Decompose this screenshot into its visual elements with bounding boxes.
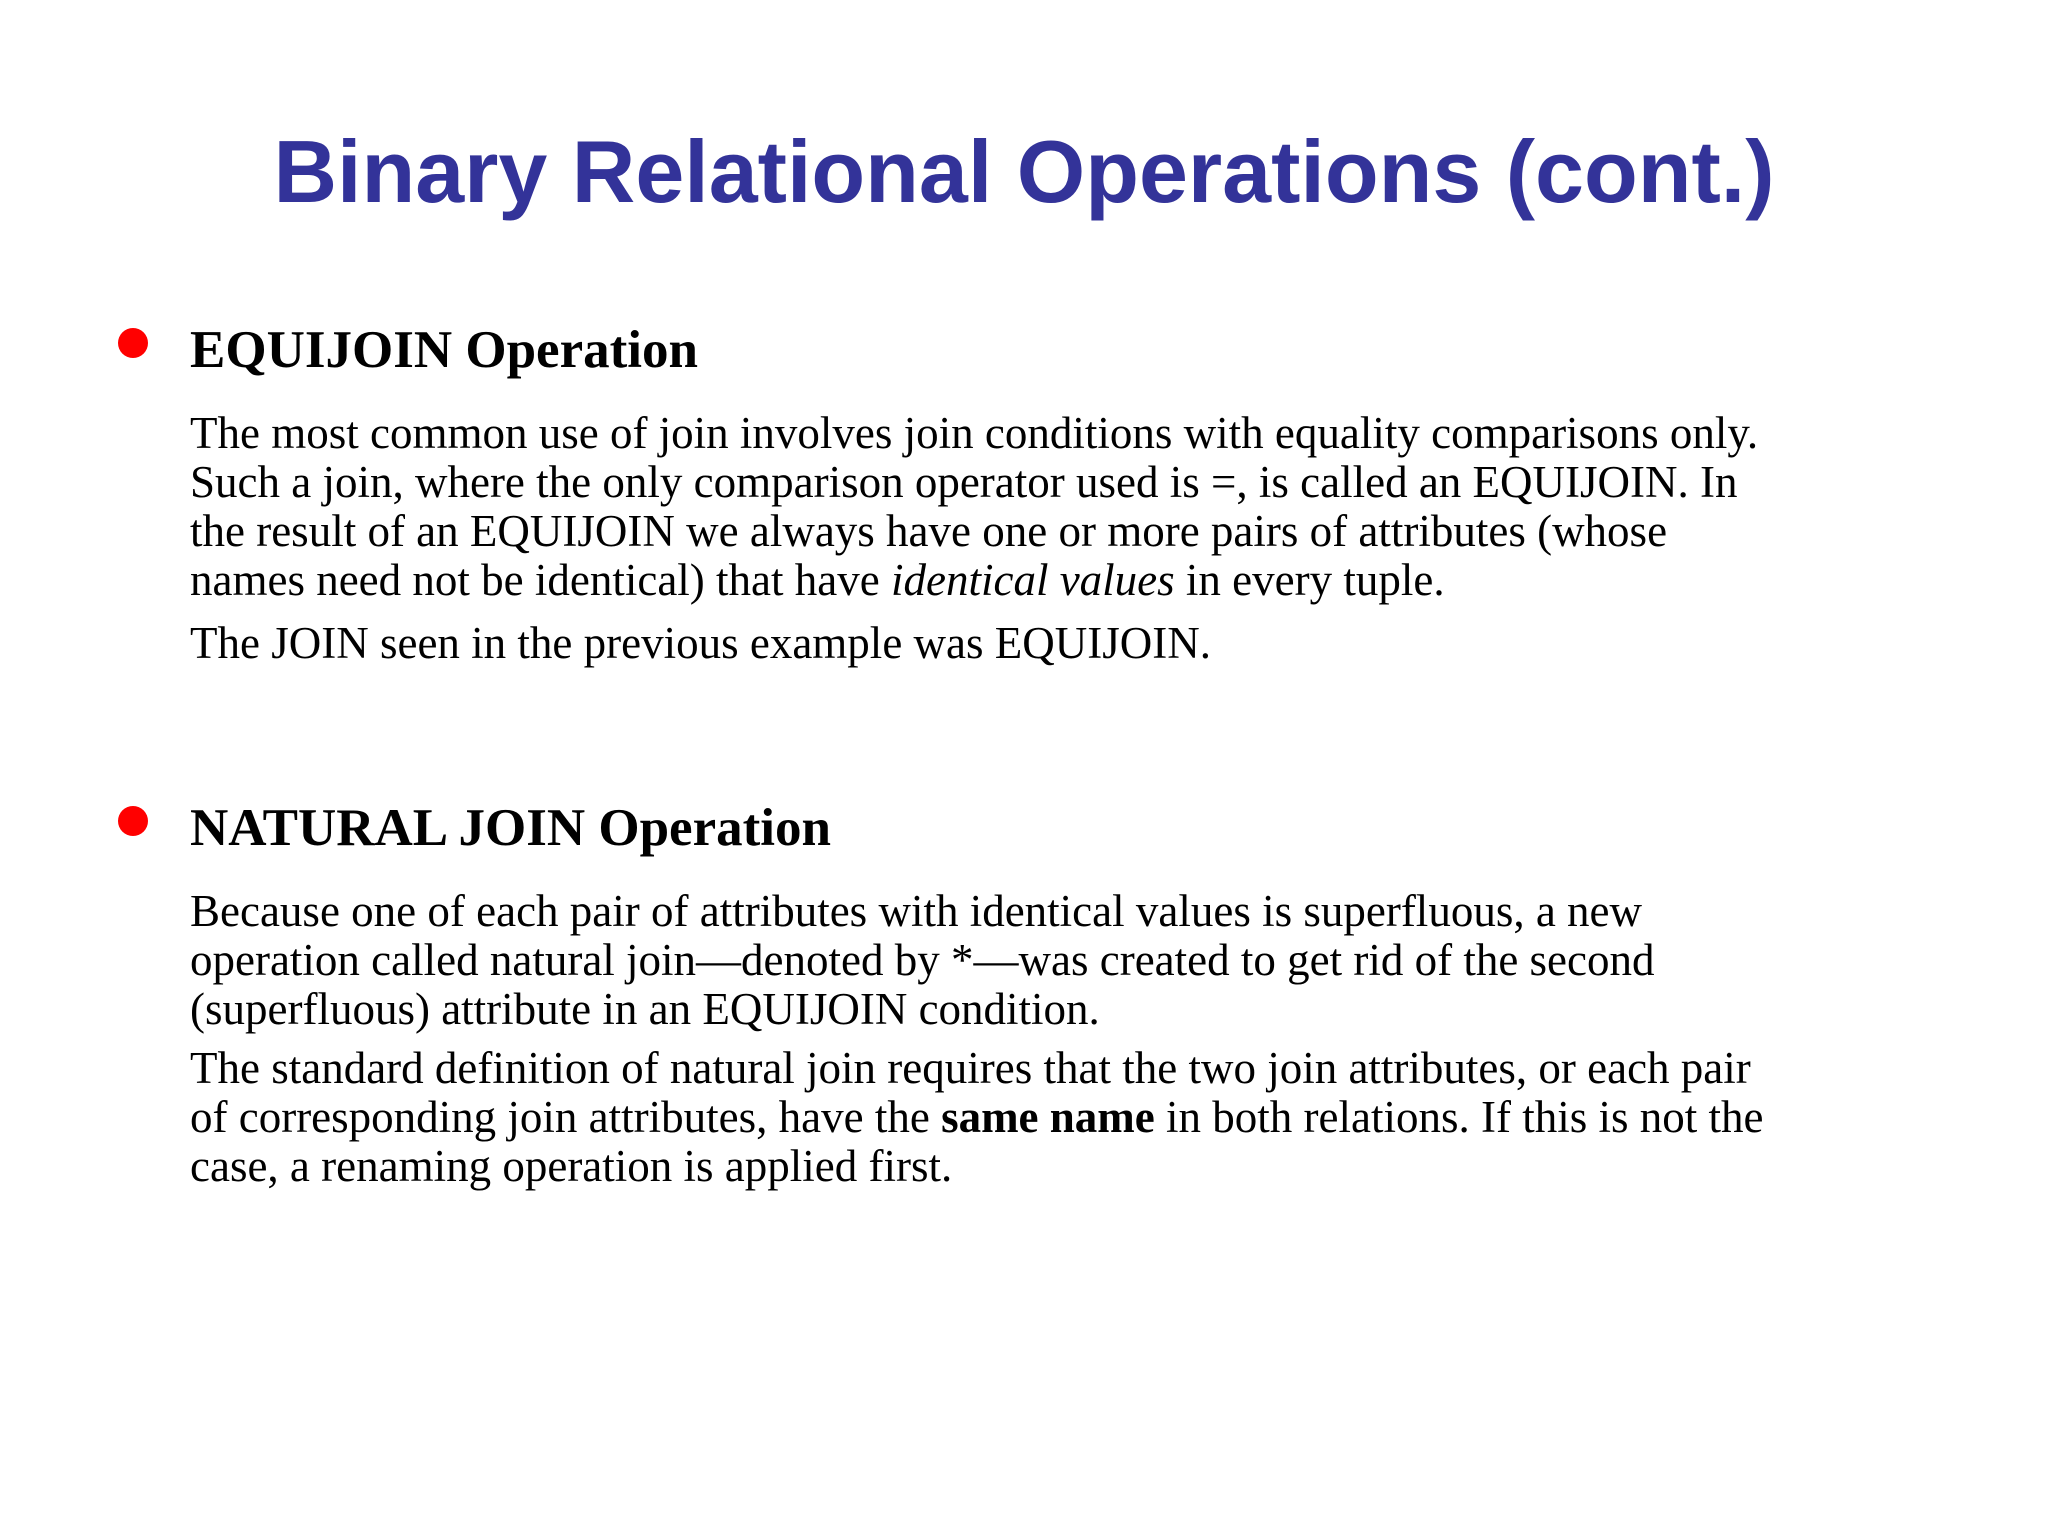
text-line: The most common use of join involves join conditions with equality comparisons only. <box>190 408 1759 458</box>
text-run: of corresponding join attributes, have the <box>190 1092 942 1142</box>
text-line <box>190 556 2020 605</box>
text-line: Such a join, where the only comparison operator used is =, is called an EQUIJOIN. In <box>190 457 1738 507</box>
paragraph <box>190 887 2020 1034</box>
text-line: (superfluous) attribute in an EQUIJOIN condition. <box>190 984 1100 1034</box>
bold-text: same name <box>941 1092 1155 1142</box>
text-line: operation called natural join—denoted by *—was created to get rid of the second <box>190 935 1655 985</box>
text-line <box>190 1093 2020 1142</box>
bullet-icon <box>118 806 148 836</box>
text-run: names need not be identical) that have <box>190 555 891 605</box>
text-line: The JOIN seen in the previous example was EQUIJOIN. <box>190 618 1211 668</box>
section-equijoin <box>190 318 2020 668</box>
text-run: in both relations. If this is not the <box>1154 1092 1764 1142</box>
paragraph <box>190 1044 2020 1191</box>
text-line: The standard definition of natural join requires that the two join attributes, or each pair <box>190 1043 1751 1093</box>
bullet-icon <box>118 328 148 358</box>
slide-title: Binary Relational Operations (cont.) <box>273 122 1775 221</box>
text-run: in every tuple. <box>1174 555 1445 605</box>
text-line: Because one of each pair of attributes with identical values is superfluous, a new <box>190 886 1643 936</box>
section-natural-join <box>190 796 2020 1191</box>
paragraph <box>190 409 2020 605</box>
emphasis-text: identical values <box>890 555 1175 605</box>
text-line: case, a renaming operation is applied first. <box>190 1141 953 1191</box>
section-heading: NATURAL JOIN Operation <box>190 799 831 857</box>
text-line: the result of an EQUIJOIN we always have one or more pairs of attributes (whose <box>190 506 1668 556</box>
paragraph <box>190 619 2020 668</box>
section-heading: EQUIJOIN Operation <box>190 321 698 379</box>
